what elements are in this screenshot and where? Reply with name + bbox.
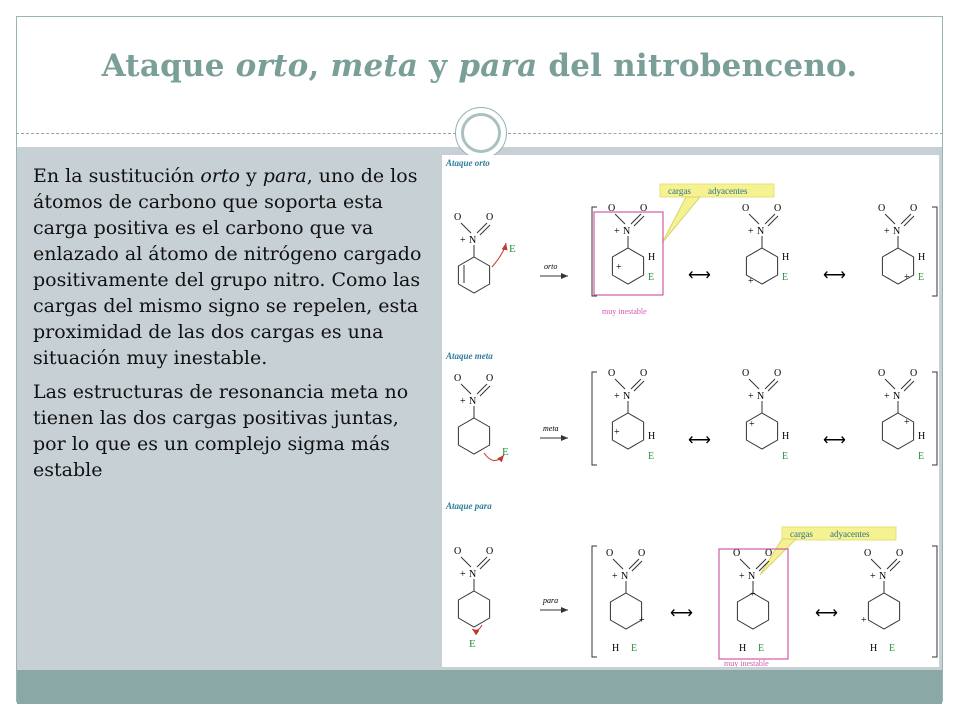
svg-text:N: N bbox=[893, 226, 901, 237]
svg-text:O: O bbox=[742, 203, 750, 214]
reaction-figure bbox=[442, 155, 939, 667]
svg-text:+: + bbox=[614, 226, 620, 237]
svg-text:O: O bbox=[878, 203, 886, 214]
ortho-unstable-label: muy inestable bbox=[602, 307, 647, 316]
ortho-resonance-2 bbox=[742, 203, 789, 287]
svg-text:+: + bbox=[904, 417, 910, 428]
para-unstable-label: muy inestable bbox=[724, 659, 769, 667]
svg-text:O: O bbox=[910, 368, 918, 379]
svg-text:H: H bbox=[918, 431, 926, 442]
meta-bracket-left bbox=[592, 372, 597, 465]
meta-section-title: Ataque meta bbox=[446, 351, 493, 361]
svg-text:+: + bbox=[884, 391, 890, 402]
decorative-ring bbox=[455, 107, 507, 159]
para-resonance-arrow-1: ⟷ bbox=[670, 605, 693, 622]
ortho-resonance-arrow-2: ⟷ bbox=[823, 267, 846, 284]
footer-bar bbox=[17, 670, 942, 704]
meta-electrophile: E bbox=[502, 446, 509, 458]
meta-resonance-arrow-1: ⟷ bbox=[688, 432, 711, 449]
para-reactant bbox=[454, 546, 493, 627]
paragraph-meta: Las estructuras de resonancia meta no tienen las dos cargas positivas juntas, por lo que es un complejo sigma más estable bbox=[33, 381, 409, 481]
para-resonance-arrow-2: ⟷ bbox=[815, 605, 838, 622]
svg-text:H: H bbox=[612, 643, 620, 654]
para-resonance-3 bbox=[861, 548, 903, 654]
svg-text:N: N bbox=[879, 571, 887, 582]
callout-1-label-a: cargas bbox=[668, 186, 691, 196]
title-divider-right bbox=[508, 133, 943, 134]
svg-text:+: + bbox=[748, 391, 754, 402]
para-bracket-right bbox=[932, 546, 937, 657]
callout-pointer-1 bbox=[662, 197, 700, 243]
para-unstable-box bbox=[719, 549, 788, 659]
svg-text:+: + bbox=[612, 571, 618, 582]
slide-title: Ataque orto, meta y para del nitrobenceno. bbox=[101, 48, 858, 84]
svg-text:O: O bbox=[774, 203, 782, 214]
svg-text:N: N bbox=[757, 391, 765, 402]
svg-text:O: O bbox=[486, 373, 494, 384]
svg-text:H: H bbox=[739, 643, 747, 654]
svg-text:H: H bbox=[782, 431, 790, 442]
para-electrophile: E bbox=[469, 638, 476, 650]
svg-text:N: N bbox=[748, 571, 756, 582]
callout-1-label-b: adyacentes bbox=[708, 186, 748, 196]
svg-text:H: H bbox=[648, 431, 656, 442]
svg-text:O: O bbox=[454, 373, 462, 384]
ortho-resonance-3 bbox=[878, 203, 925, 284]
svg-text:H: H bbox=[918, 252, 926, 263]
ortho-bracket-right bbox=[932, 207, 937, 296]
svg-text:O: O bbox=[774, 368, 782, 379]
para-bracket-left bbox=[592, 546, 597, 657]
svg-text:+: + bbox=[614, 391, 620, 402]
ortho-reactant bbox=[454, 212, 493, 293]
meta-reactant bbox=[454, 373, 493, 454]
svg-text:O: O bbox=[733, 548, 741, 559]
title-divider-left bbox=[16, 133, 456, 134]
svg-text:N: N bbox=[623, 226, 631, 237]
meta-arrow-label: meta bbox=[543, 424, 559, 433]
svg-text:E: E bbox=[648, 451, 655, 462]
svg-text:O: O bbox=[878, 368, 886, 379]
svg-text:O: O bbox=[765, 548, 773, 559]
svg-text:N: N bbox=[893, 391, 901, 402]
svg-text:N: N bbox=[469, 235, 477, 246]
svg-text:+: + bbox=[748, 276, 754, 287]
svg-text:H: H bbox=[782, 252, 790, 263]
para-resonance-1 bbox=[606, 548, 645, 654]
para-resonance-2 bbox=[733, 548, 772, 654]
svg-text:H: H bbox=[870, 643, 878, 654]
svg-text:E: E bbox=[631, 643, 638, 654]
svg-text:O: O bbox=[454, 546, 462, 557]
reaction-diagram bbox=[442, 155, 939, 667]
svg-text:+: + bbox=[870, 571, 876, 582]
svg-text:+: + bbox=[739, 571, 745, 582]
svg-text:+: + bbox=[639, 615, 645, 626]
svg-text:+: + bbox=[460, 396, 466, 407]
svg-text:O: O bbox=[640, 203, 648, 214]
svg-text:O: O bbox=[486, 546, 494, 557]
svg-text:E: E bbox=[782, 451, 789, 462]
svg-text:+: + bbox=[614, 427, 620, 438]
body-text bbox=[33, 163, 425, 491]
svg-text:H: H bbox=[648, 252, 656, 263]
svg-text:+: + bbox=[748, 226, 754, 237]
callout-2-label-b: adyacentes bbox=[830, 529, 870, 539]
meta-resonance-3 bbox=[878, 368, 925, 462]
svg-text:N: N bbox=[469, 396, 477, 407]
svg-text:E: E bbox=[918, 272, 925, 283]
svg-text:O: O bbox=[864, 548, 872, 559]
svg-text:+: + bbox=[861, 615, 867, 626]
meta-resonance-arrow-2: ⟷ bbox=[823, 432, 846, 449]
svg-text:O: O bbox=[454, 212, 462, 223]
meta-resonance-1 bbox=[608, 368, 655, 462]
ortho-section-title: Ataque orto bbox=[446, 158, 490, 168]
svg-text:E: E bbox=[889, 643, 896, 654]
svg-text:E: E bbox=[782, 272, 789, 283]
svg-text:O: O bbox=[486, 212, 494, 223]
ortho-resonance-1 bbox=[608, 203, 655, 284]
svg-text:N: N bbox=[623, 391, 631, 402]
svg-text:O: O bbox=[640, 368, 648, 379]
meta-resonance-2 bbox=[742, 368, 789, 462]
svg-text:+: + bbox=[750, 589, 756, 600]
callout-2-label-a: cargas bbox=[790, 529, 813, 539]
svg-text:N: N bbox=[469, 569, 477, 580]
svg-text:+: + bbox=[749, 419, 755, 430]
svg-text:O: O bbox=[638, 548, 646, 559]
svg-text:O: O bbox=[606, 548, 614, 559]
svg-text:+: + bbox=[904, 272, 910, 283]
svg-text:O: O bbox=[608, 203, 616, 214]
ortho-electrophile: E bbox=[509, 243, 516, 255]
svg-text:O: O bbox=[742, 368, 750, 379]
svg-text:+: + bbox=[460, 569, 466, 580]
svg-text:N: N bbox=[757, 226, 765, 237]
meta-attack-arrow bbox=[484, 453, 504, 461]
meta-bracket-right bbox=[932, 372, 937, 465]
ortho-resonance-arrow-1: ⟷ bbox=[688, 267, 711, 284]
svg-text:N: N bbox=[621, 571, 629, 582]
paragraph-ortho-para: En la sustitución orto y para, uno de los átomos de carbono que soporta esta carga positiva es el carbono que va enlazado al átomo de nitrógeno cargado positivamente del grupo nitro. Como las cargas del mismo signo se repelen, esta proximidad de las dos cargas es una situación muy inestable. bbox=[33, 165, 422, 369]
ortho-attack-arrow bbox=[492, 243, 506, 267]
svg-text:E: E bbox=[648, 272, 655, 283]
ortho-arrow-label: orto bbox=[544, 262, 558, 271]
svg-text:O: O bbox=[896, 548, 904, 559]
svg-text:+: + bbox=[616, 262, 622, 273]
svg-text:+: + bbox=[460, 235, 466, 246]
decorative-ring-inner bbox=[461, 113, 501, 153]
svg-text:+: + bbox=[884, 226, 890, 237]
para-arrow-label: para bbox=[543, 596, 559, 605]
svg-text:O: O bbox=[910, 203, 918, 214]
svg-text:O: O bbox=[608, 368, 616, 379]
para-section-title: Ataque para bbox=[446, 501, 492, 511]
svg-text:E: E bbox=[758, 643, 765, 654]
svg-text:E: E bbox=[918, 451, 925, 462]
